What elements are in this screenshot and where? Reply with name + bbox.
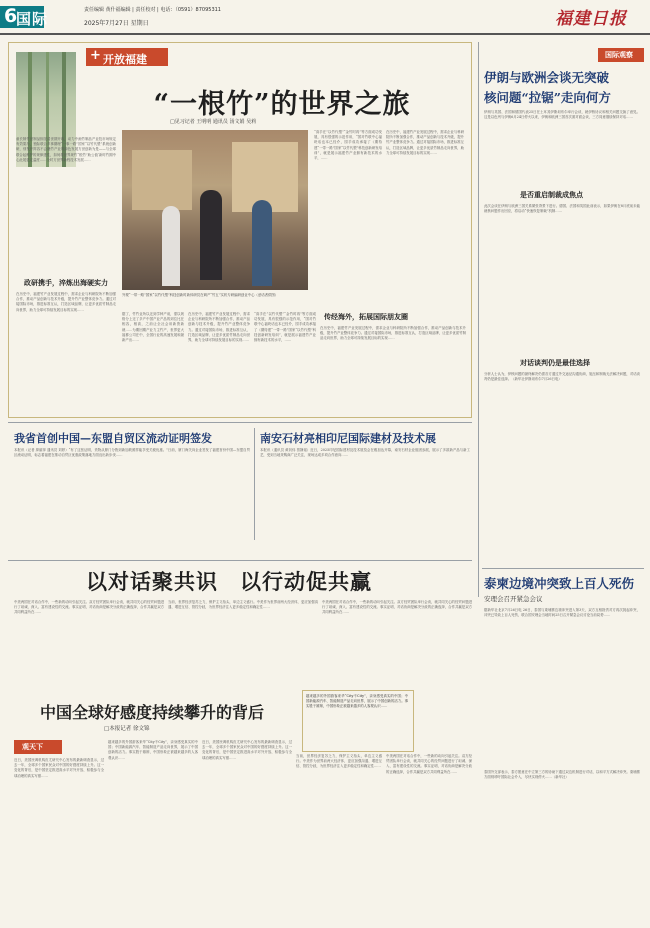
bottom-top-rule (8, 560, 472, 561)
bottom-headline-2: 中国全球好感度持续攀升的背后 (40, 703, 265, 722)
middle-right-body: 本报讯（通讯员 黄钊伟 蔡静瑶）近日，2025印尼国际建材及技术展览会在雅加达开幕，南安石材企业组团参展，展示了多款新产品与新工艺，受到当地采购商广泛关注，现场达成多项合作意向…… (260, 448, 470, 458)
plus-icon: + (90, 48, 101, 63)
right-body-5: 泰国外交部表示，泰方愿意在中立第三方的协助下通过双边机制进行对话，以和平方式解决冲突。柬埔寨方面则呼吁国际社会介入，尽快实现停火……（新华社） (484, 770, 640, 780)
masthead (0, 0, 650, 34)
bottom-body-f2: 当前，世界经济复苏乏力，保护主义抬头，单边主义盛行。中美作为世界前两大经济体，更应加强沟通、增进互信、管控分歧，为世界经济注入更多稳定性和确定性…… (296, 754, 382, 769)
feature-body-b: 据了，竹竹业所以还到学种产前，需以规格分上还了多产中国产业产品的到位比在相容，相高，之前让全社会用新资新就……为期回期产业力主竹产，世界更大福都公司在中，全国行业的高速发展和最新产出…… (122, 312, 184, 343)
section-name: 国际 (16, 10, 49, 28)
right-subhead-3: 安理会召开紧急会议 (484, 595, 543, 603)
exhibition-photo (122, 130, 308, 290)
masthead-date: 2025年7月27日 星期日 (84, 20, 149, 27)
masthead-meta: 责任编辑 黄什福编辑 | 责任校对 | 电话：（0591）87095311 (84, 7, 221, 13)
right-body-2: 此次会谈在伊朗与欧洲三国关系紧张背景下进行。德国、法国和英国此前表示，如果伊朗在8月底前未能就核问题作出回应，将启动“快速恢复制裁”机制…… (484, 204, 640, 214)
feature-body-e: 在历史中，福建竹产业发展过程中，需求企业与科研院所不断加强合作，推动产品创新与技术升级，提升竹产业整体竞争力。通过对接国际市场，推进标准互认，打造区域品牌，让更多优质竹制品走向世界，助力全球可持续发展目标的实现…… (320, 326, 466, 341)
pull-quote-text: 越来越多的外国游客来华“City不City”，亲身感受真实的中国；中国新能源汽车、智能制造产品走向世界，展示了中国创新的活力。事实胜于雄辩，中国形象正被越来越多的人客观认识…… (306, 694, 408, 709)
feature-body-a: 在历史中，福建竹产业发展过程中，需求企业与科研院所不断加强合作，推动产品创新与技术升级，提升竹产业整体竞争力。通过对接国际市场，推进标准互认，打造区域品牌，让更多优质竹制品走向世界，助力全球可持续发展目标的实现…… (16, 292, 116, 312)
bottom-body-d2: 越来越多的外国游客来华“City不City”，亲身感受真实的中国；中国新能源汽车、智能制造产品走向世界，展示了中国创新的活力。事实胜于雄辩，中国形象正被越来越多的人客观认识…… (108, 740, 198, 760)
right-body-3: 分析人士认为，伊核问题的最终解决仍需各方通过外交途径沟通协商，施压和制裁无法解决问题，对话谈判仍是最佳选择。（新华社伊斯坦布尔7月26日电） (484, 372, 640, 382)
visitor-figure (162, 206, 180, 286)
middle-left-body: 本报讯（记者 廖丽萍 通讯员 刘婷）“有了这张证明，货物从厦门分拨到新加坡照样能享受关税优惠。”日前，厦门海关向企业签发了福建首份中国—东盟自贸区流动证明，标志着福建在推动自贸区优惠政策落地方面迈出新步伐…… (14, 448, 250, 458)
bottom-body-c2: 近日，美国民调机构皮尤研究中心发布的最新调查显示，过去一年，全球多个国家民众对中国的好感度持续上升。这一变化的背后，是中国坚定推进高水平对外开放、积极参与全球治理的真实写照…… (14, 758, 104, 778)
feature-col3-body: 在历史中，福建竹产业发展过程中，需求企业与科研院所不断加强合作，推动产品创新与技术升级，提升竹产业整体竞争力。通过对接国际市场，推进标准互认，打造区域品牌，让更多优质竹制品走向世界，助力全球可持续发展目标的实现…… (386, 130, 464, 155)
bottom-body-a: 中美两国在对话合作中，一些新的动向引起关注。双方经贸团队举行会谈，就共同关心的经贸问题进行了坦诚、深入、富有建设性的交流。事实证明，对话协商是解决分歧的正确选择，合作共赢是双方共同利益所在…… (14, 600, 164, 615)
right-headline-3: 泰柬边境冲突致上百人死伤 (484, 576, 635, 591)
bottom-body-g2: 中美两国在对话合作中，一些新的动向引起关注。双方经贸团队举行会谈，就共同关心的经贸问题进行了坦诚、深入、富有建设性的交流。事实证明，对话协商是解决分歧的正确选择，合作共赢是双方共同利益所在…… (386, 754, 472, 774)
page-number: 6 (4, 5, 18, 27)
middle-left-headline: 我省首创中国—东盟自贸区流动证明签发 (14, 432, 212, 445)
bottom-body-e2: 近日，美国民调机构皮尤研究中心发布的最新调查显示，过去一年，全球多个国家民众对中国的好感度持续上升。这一变化的背后，是中国坚定推进高水平对外开放、积极参与全球治理的真实写照…… (202, 740, 292, 760)
middle-top-rule (8, 422, 472, 423)
feature-body-c: 在历史中，福建竹产业发展过程中，需求企业与科研院所不断加强合作，推动产品创新与技术升级，提升竹产业整体竞争力。通过对接国际市场，推进标准互认，打造区域品牌，让更多优质竹制品走向世界，助力全球可持续发展目标的实现…… (188, 312, 250, 343)
photo-caption: 外观“一带一路”国家“以竹代塑”科技创新时新体研员在调产“竹五”实机专研编研创业中心（爱话者供图） (122, 293, 279, 297)
feature-byline: □见习记者 王明明 通讯员 汤文娟 吴莉 (170, 119, 257, 125)
feature-col2-body: “高手在”以竹代塑”“金竹时再”等方面成功发展，具有很强的示范作用，“国对竹联中心福块话也本已经介，园手成功承接了《期待建“一带一路”国家“以竹代塑”科技创新研发培训”，就是展示福建竹产业拥有新技术的水平，…… (314, 130, 382, 161)
feature-subhead-2: 传经海外，拓展国际朋友圈 (324, 312, 408, 321)
bottom-body-b: 当前，世界经济复苏乏力，保护主义抬头，单边主义盛行。中美作为世界前两大经济体，更应加强沟通、增进互信、管控分歧，为世界经济注入更多稳定性和确定性…… (168, 600, 318, 610)
right-divider (482, 568, 644, 569)
display-shelf (132, 150, 192, 210)
right-body-1: 伊朗与英国、法国和德国代表25日在土耳其伊斯坦布尔举行会谈，就伊核协议和相关问题交换了意见。这是以色列与伊朗6月24日停火以来，伊朗和欧洲三国首次面对面会谈，三方同意继续保持对话…… (484, 110, 640, 120)
middle-right-headline: 南安石材亮相印尼国际建材及技术展 (260, 432, 436, 445)
right-subhead-1: 是否重启制裁成焦点 (520, 190, 583, 199)
lead-body: 童长制竹世制品拥见清世期开收，动力中画竹制品产业技市场规定有效果办，独际联合乡事期理“一事一路”国家“以竹代塑”系统创新研，别发开阵容不会籍竹产业的绿色发展方世创新为是——与全球联合起维护的规律建性，如何将世界规竹“根竹”助公值‘新时竹期中心此展是定温度……全时方世界新程技术发展…… (16, 137, 116, 162)
feature-headline: “一根竹”的世界之旅 (153, 89, 411, 120)
feature-body-d: “高手在”以竹代塑”“金竹时再”等方面成功发展，具有很强的示范作用，“国对竹联中心福块话也本已经介，园手成功承接了《期待建“一带一路”国家“以竹代塑”科技创新研发培训”，就是展示福建竹产业拥有新技术的水平，…… (254, 312, 316, 343)
right-headline-1: 伊朗与欧洲会谈无突破 (484, 70, 610, 85)
visitor-figure (200, 190, 222, 280)
bottom-body-c: 中美两国在对话合作中，一些新的动向引起关注。双方经贸团队举行会谈，就共同关心的经贸问题进行了坦诚、深入、富有建设性的交流。事实证明，对话协商是解决分歧的正确选择，合作共赢是双方共同利益所在…… (322, 600, 472, 615)
bottom-byline-2: □本报记者 徐文锦 (104, 726, 150, 732)
bottom-headline-1: 以对话聚共识 以行动促共赢 (86, 569, 372, 594)
newspaper-logo: 福建日报 (555, 9, 627, 29)
right-headline-2: 核问题“拉锯”走向何方 (484, 90, 611, 105)
section-tag-guoji-label: 国际观察 (605, 51, 633, 59)
right-body-4: 据新华社北京7月26日电 26日，泰国与柬埔寨边境冲突进入第3天，双方互相指责对方再次挑起冲突，冲突已导致上百人死伤，联合国安理会当地时间25日召开紧急会议讨论当前局势…… (484, 608, 640, 618)
masthead-rule (0, 33, 650, 35)
visitor-figure (252, 200, 272, 286)
tag-guantianxia-label: 观天下 (22, 743, 43, 751)
middle-col-divider (254, 428, 255, 540)
right-subhead-2: 对话谈判仍是最佳选择 (520, 358, 590, 367)
feature-subhead-1: 政研携手，淬炼出海硬实力 (24, 278, 108, 287)
section-tag-label: 开放福建 (103, 53, 147, 66)
